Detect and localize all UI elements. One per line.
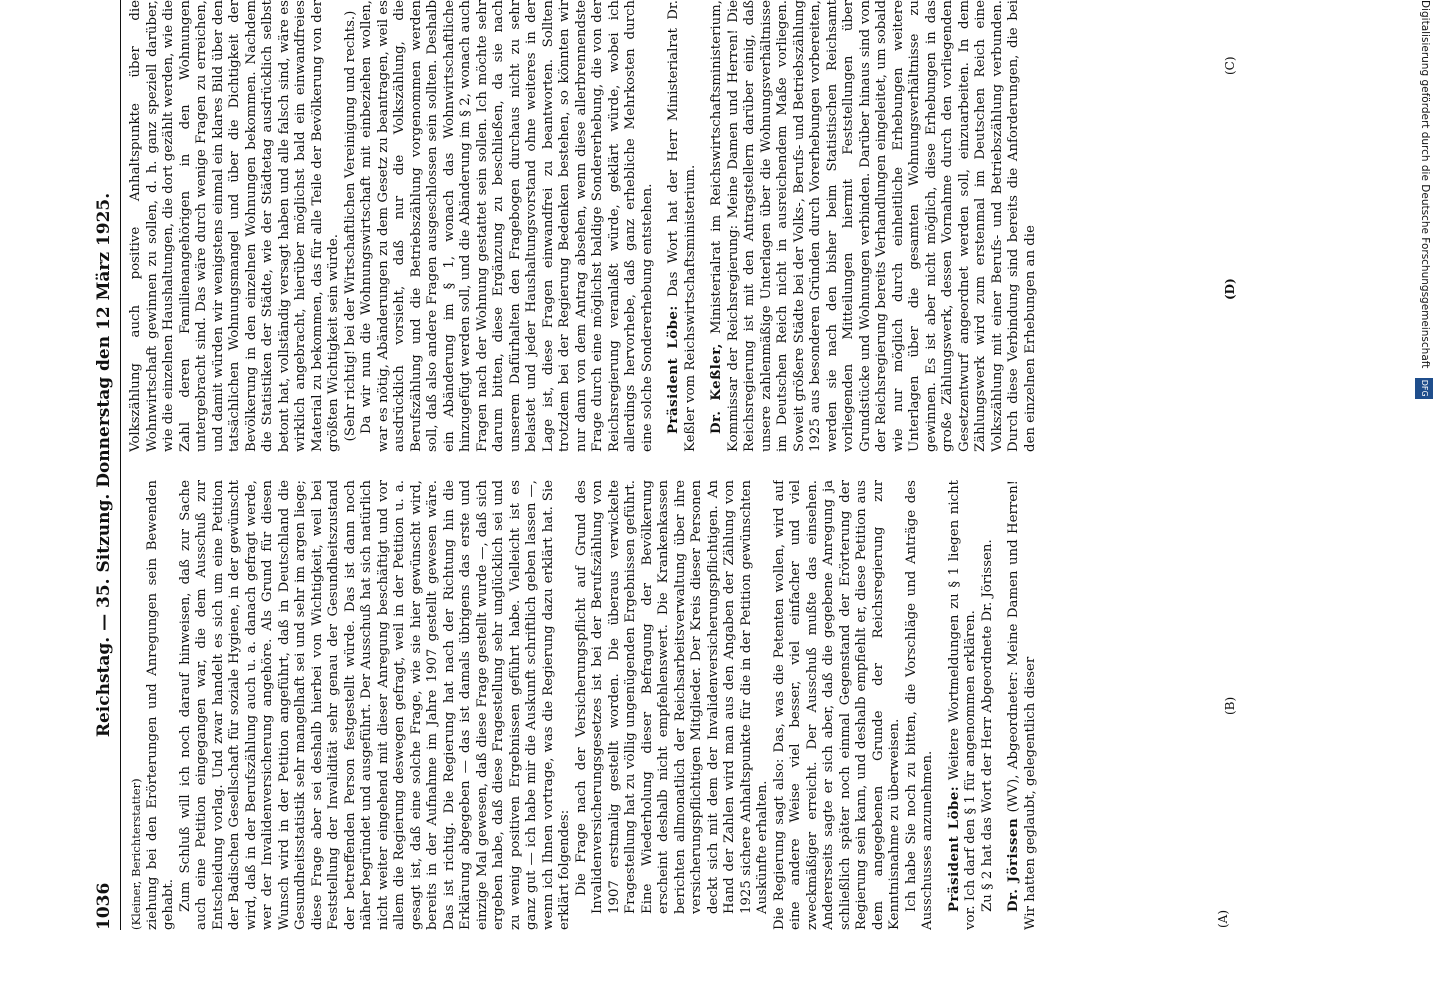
margin-marker-a: (A) xyxy=(1216,909,1230,928)
margin-marker-b: (B) xyxy=(1223,696,1237,715)
paragraph: ziehung bei den Erörterungen und Anregungen sein Bewenden gehabt. xyxy=(144,480,176,930)
paragraph xyxy=(1006,480,1039,930)
paragraph: Volkszählung auch positive Anhaltspunkte über die Wohnwirtschaft gewinnen zu sollen, d. h. ganz speziell darüber, wie die einzelnen Haushaltungen, die dort gezählt werden, wie die Zahl deren Familienangehörigen in den Wohnungen untergebracht sind. Das wäre durch wenige Fragen zu erreichen, und damit würden wir wenigstens einmal ein klares Bild über den tatsächlichen Wohnungsmangel und über die Dichtigkeit der Bevölkerung in den einzelnen Wohnungen bekommen. Nachdem die Statistiken der Städte, wie der Städtetag ausdrücklich selbst betont hat, vollständig versagt haben und alle falsch sind, wäre es wirklich angebracht, hierüber möglichst bald ein einwandfreies Material zu bekommen, das für alle Teile der Bevölkerung von der größten Wichtigkeit sein würde. xyxy=(128,0,341,452)
paragraph: Ich habe Sie noch zu bitten, die Vorschläge und Anträge des Ausschusses anzunehmen. xyxy=(903,480,935,930)
speaker-name: Präsident Löbe: xyxy=(666,305,681,434)
paragraph: Die Regierung sagt also: Das, was die Petenten wollen, wird auf eine andere Weise viel besser, viel einfacher und viel zweckmäßiger erreicht. Der Ausschuß mußte das einsehen. Andererseits sagte er sich aber, daß die gegebene Anregung ja schließlich später noch einmal Gegenstand der Erörterung der Regierung sein kann, und deshalb empfiehlt er, diese Petition aus dem angegebenen Grunde der Reichsregierung zur Kenntnisnahme zu überweisen. xyxy=(771,480,902,930)
speech-text: (WV), Abgeordneter: Meine Damen und Herren! Wir hatten geglaubt, gelegentlich dieser xyxy=(1006,480,1038,930)
reaction: (Sehr richtig! bei der Wirtschaftlichen Vereinigung und rechts.) xyxy=(342,10,358,442)
speaker-name: Präsident Löbe: xyxy=(946,785,962,912)
page-number: 1036 xyxy=(94,882,114,930)
side-stamp xyxy=(1416,0,1434,1000)
speech-text: Weitere Wortmeldungen zu § 1 liegen nicht vor. Ich darf den § 1 für angenommen erklären. xyxy=(946,480,978,930)
dfg-logo: DFG xyxy=(1415,378,1433,399)
rotated-page xyxy=(90,0,1240,930)
quoted-paragraph: Die Frage nach der Versicherungspflicht auf Grund des Invalidenversicherungsgesetzes ist bei der Berufszählung von 1907 erstmalig gestellt worden. Die überaus verwickelte Fragestellung hat zu völlig ungenügenden Ergebnissen geführt. Eine Wiederholung dieser Befragung der Bevölkerung erscheint deshalb nicht empfehlenswert. Die Krankenkassen berichten allmonatlich der Reichsarbeitsverwaltung über ihre versicherungspflichtigen Mitglieder. Der Kreis dieser Personen deckt sich mit dem der Invalidenversicherungspflichtigen. An Hand der Zahlen wird man aus den Angaben der Zählung von 1925 sichere Anhaltspunkte für die in der Petition gewünschten Auskünfte erhalten. xyxy=(573,480,770,914)
page-header xyxy=(90,0,124,930)
speech-text: Ministerialrat im Reichswirtschaftsministerium, Kommissar der Reichsregierung: Meine Damen und Herren! Die Reichsregierung ist mit den Antragstellern darüber einig, daß unsere zahlenmäßige Unterlagen über die Wohnungsverhältnisse im Deutschen Reich nicht in ausreichendem Maße vorliegen. Soweit größere Städte bei der Volks-, Berufs- und Betriebszählung 1925 aus besonderen Gründen durch Vorerhebungen vorbereiten, werden sie nach den bisher beim Statistischen Reichsamt vorliegenden Mitteilungen hiermit Feststellungen über Grundstücke und Wohnungen verbinden. Darüber hinaus sind von der Reichsregierung bereits Verhandlungen eingeleitet, um sobald wie nur möglich durch einheitliche Erhebungen weitere Unterlagen über die gesamten Wohnungsverhältnisse zu gewinnen. Es ist aber nicht möglich, diese Erhebungen in das große Zählungswerk, dessen Vornahme durch den vorliegenden Gesetzentwurf angeordnet werden soll, einzuarbeiten. In dem Zählungswerk wird zum erstenmal im Deutschen Reich eine Volkszählung mit einer Berufs- und Betriebszählung verbunden. Durch diese Verbindung sind bereits die Anforderungen, die bei den einzelnen Erhebungen an die xyxy=(709,0,1038,452)
speaker-tag: (Kleiner, Berichterstatter) xyxy=(129,778,143,930)
speaker-name: Dr. Jörissen xyxy=(1006,817,1021,912)
header-rule xyxy=(120,0,121,930)
speech-text: Das Wort hat der Herr Ministerialrat Dr. Keßler vom Reichswirtschaftsministerium. xyxy=(666,0,698,452)
dfg-credit-text: Digitalisierung gefördert durch die Deutsche Forschungsgemeinschaft xyxy=(1419,0,1431,369)
left-column xyxy=(128,480,1228,930)
margin-marker-d: (D) xyxy=(1223,278,1237,300)
paragraph xyxy=(666,0,699,452)
dfg-credit xyxy=(1416,0,1434,1000)
paragraph xyxy=(947,480,980,930)
speaker-name: Dr. Keßler, xyxy=(709,343,724,434)
running-title: Reichstag. — 35. Sitzung. Donnerstag den 12 März 1925. xyxy=(94,192,114,738)
right-column xyxy=(128,0,1228,452)
margin-marker-c: (C) xyxy=(1223,56,1237,75)
paragraph: Zum Schluß will ich noch darauf hinweisen, daß zur Sache auch eine Petition eingegangen war, die dem Ausschuß zur Entscheidung vorlag. Und zwar handelt es sich um eine Petition der Badischen Gesellschaft für soziale Hygiene, in der gewünscht wird, daß in der Berufszählung auch u. a. danach gefragt werde, wer der Invalidenversicherung angehöre. Als Grund für diesen Wunsch wird in der Petition angeführt, daß in Deutschland die Gesundheitsstatistik sehr mangelhaft sei und sehr im argen liege; diese Frage aber sei deshalb hierbei von Wichtigkeit, weil bei Feststellung der Invalidität sehr genau der Gesundheitszustand der betreffenden Person festgestellt würde. Das ist dann noch näher begründet und ausgeführt. Der Ausschuß hat sich natürlich nicht weiter eingehend mit dieser Anregung beschäftigt und vor allem die Regierung deswegen gefragt, weil in der Petition u. a. gesagt ist, daß eine solche Frage, wie sie hier gewünscht wird, bereits in der Aufnahme im Jahre 1907 gestellt gewesen wäre. Das ist richtig. Die Regierung hat nach der Richtung hin die Erklärung abgegeben — das ist damals übrigens das erste und einzige Mal gewesen, daß diese Frage gestellt wurde —, daß sich ergeben habe, daß diese Fragestellung sehr unglücklich sei und zu wenig positiven Ergebnissen geführt habe. Vielleicht ist es ganz gut — ich habe mir die Auskunft schriftlich geben lassen —, wenn ich Ihnen vortrage, was die Regierung dazu erklärt hat. Sie erklärt folgendes: xyxy=(177,480,572,930)
paragraph: Da wir nun die Wohnungswirtschaft mit einbeziehen wollen, war es nötig, Abänderungen zu dem Gesetz zu beantragen, weil es ausdrücklich vorsieht, daß nur die Volkszählung, die Berufszählung und die Betriebszählung vorgenommen werden soll, daß also andere Fragen ausgeschlossen sein sollten. Deshalb ein Abänderung im § 1, wonach das Wohnwirtschaftliche hinzugefügt werden soll, und die Abänderung im § 2, wonach auch Fragen nach der Wohnung gestattet sein sollen. Ich möchte sehr darum bitten, diese Ergänzung zu beschließen, da sie nach unserem Dafürhalten den Fragebogen durchaus nicht zu sehr belastet und jeder Haushaltungsvorstand ohne weiteres in der Lage ist, diese Fragen einwandfrei zu beantworten. Sollten trotzdem bei der Regierung Bedenken bestehen, so könnten wir nur dann von dem Antrag absehen, wenn diese allerbrennendste Frage durch eine möglichst baldige Sondererhebung, die von der Reichsregierung veranlaßt würde, geklärt würde, wobei ich allerdings hervorhebe, daß ganz erhebliche Mehrkosten durch eine solche Sondererhebung entstehen. xyxy=(359,0,655,452)
paragraph xyxy=(709,0,1039,452)
paragraph: Zu § 2 hat das Wort der Herr Abgeordnete Dr. Jörissen. xyxy=(979,539,995,912)
